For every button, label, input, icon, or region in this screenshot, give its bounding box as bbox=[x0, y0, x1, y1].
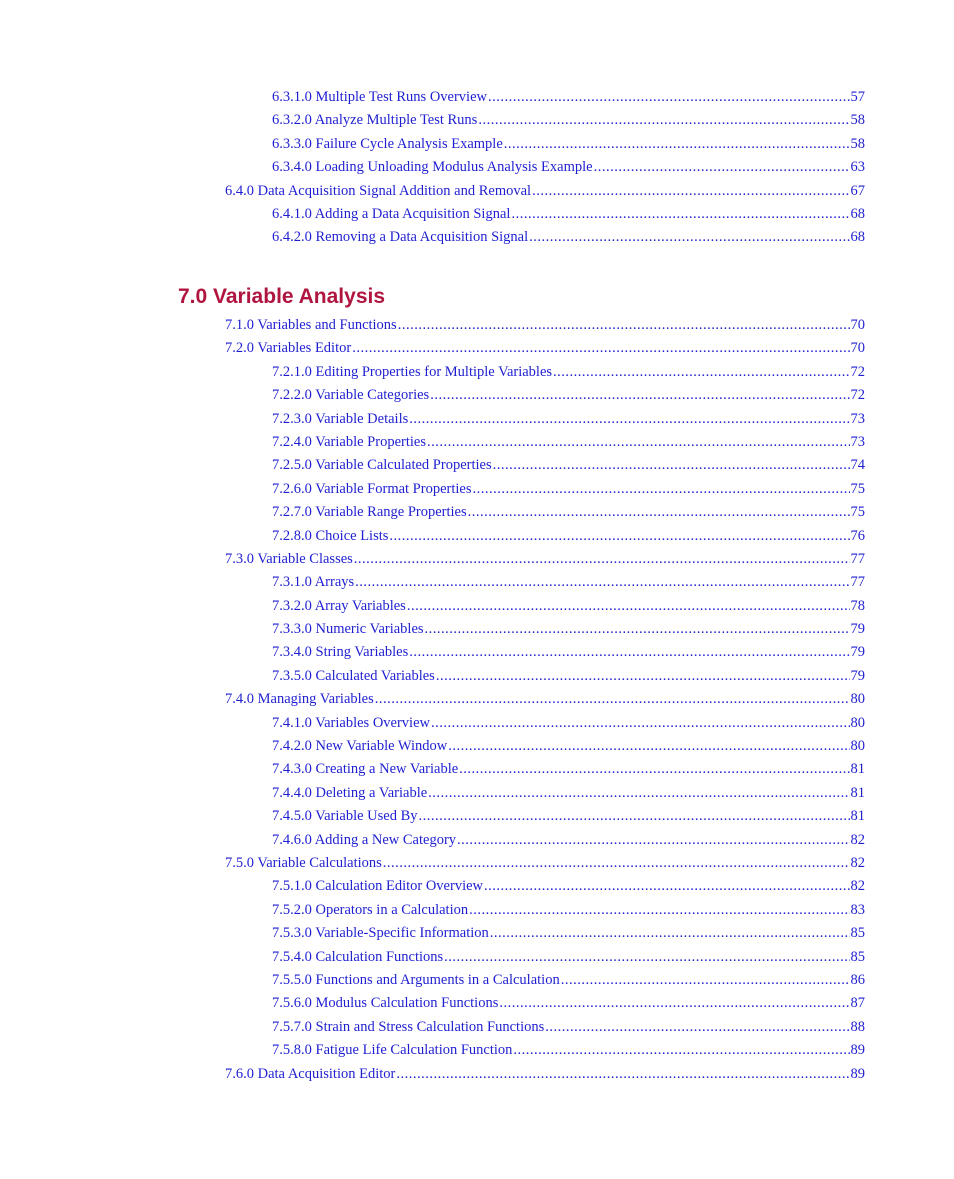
toc-entry-title: 7.3.1.0 Arrays bbox=[272, 574, 355, 591]
toc-entry-link[interactable] bbox=[0, 571, 954, 594]
toc-dot-leader bbox=[419, 805, 850, 828]
toc-dot-leader bbox=[488, 86, 850, 109]
toc-dot-leader bbox=[409, 408, 849, 431]
section-heading: 7.0 Variable Analysis bbox=[178, 285, 386, 308]
toc-entry-page: 70 bbox=[850, 317, 865, 333]
toc-dot-leader bbox=[389, 525, 849, 548]
toc-dot-leader bbox=[431, 712, 850, 735]
toc-entry-link[interactable] bbox=[0, 712, 954, 735]
toc-entry-page: 80 bbox=[850, 738, 865, 755]
toc-entry-page: 63 bbox=[850, 159, 865, 176]
toc-entry-page: 79 bbox=[850, 621, 865, 638]
toc-entry-page: 79 bbox=[850, 667, 865, 684]
toc-entry-title: 6.4.0 Data Acquisition Signal Addition and Removal bbox=[225, 182, 532, 199]
toc-entry-link[interactable] bbox=[0, 782, 954, 805]
toc-dot-leader bbox=[532, 180, 849, 203]
toc-dot-leader bbox=[484, 875, 849, 898]
toc-entry-title: 7.5.3.0 Variable-Specific Information bbox=[272, 925, 489, 942]
toc-entry-title: 7.5.4.0 Calculation Functions bbox=[272, 948, 444, 965]
toc-entry-page: 80 bbox=[850, 714, 865, 731]
toc-dot-leader bbox=[545, 1016, 849, 1039]
toc-entry-title: 7.4.3.0 Creating a New Variable bbox=[272, 761, 459, 778]
toc-entry-page: 72 bbox=[850, 363, 865, 380]
toc-entry-link[interactable] bbox=[0, 1016, 954, 1039]
toc-dot-leader bbox=[459, 758, 849, 781]
toc-entry-title: 7.3.3.0 Numeric Variables bbox=[272, 621, 424, 638]
toc-entry-title: 7.2.7.0 Variable Range Properties bbox=[272, 504, 467, 521]
toc-entry-link[interactable] bbox=[0, 525, 954, 548]
toc-entry-title: 6.3.2.0 Analyze Multiple Test Runs bbox=[272, 112, 478, 129]
toc-entry-title: 7.2.3.0 Variable Details bbox=[272, 410, 409, 427]
toc-entry-page: 82 bbox=[850, 878, 865, 895]
toc-entry-title: 7.3.0 Variable Classes bbox=[225, 550, 353, 567]
toc-entry-title: 7.5.6.0 Modulus Calculation Functions bbox=[272, 995, 499, 1012]
toc-entry-title: 7.3.2.0 Array Variables bbox=[272, 597, 406, 614]
toc-entry-link[interactable] bbox=[0, 758, 954, 781]
toc-dot-leader bbox=[499, 992, 849, 1015]
toc-entry-page: 68 bbox=[850, 205, 865, 222]
toc-entry-page: 58 bbox=[850, 135, 865, 152]
toc-dot-leader bbox=[594, 156, 850, 179]
toc-entry-page: 73 bbox=[850, 410, 865, 427]
toc-entry-title: 6.4.1.0 Adding a Data Acquisition Signal bbox=[272, 205, 511, 222]
toc-entry-link[interactable] bbox=[0, 454, 954, 477]
toc-dot-leader bbox=[436, 665, 850, 688]
toc-entry-link[interactable] bbox=[0, 641, 954, 664]
toc-entry-link[interactable] bbox=[0, 226, 954, 249]
toc-entry-link[interactable] bbox=[0, 946, 954, 969]
toc-entry-page: 81 bbox=[850, 784, 865, 801]
toc-dot-leader bbox=[493, 454, 850, 477]
toc-entry-page: 89 bbox=[850, 1042, 865, 1059]
toc-entry-page: 83 bbox=[850, 901, 865, 918]
toc-entry-link[interactable] bbox=[0, 688, 954, 711]
toc-dot-leader bbox=[478, 109, 849, 132]
toc-dot-leader bbox=[355, 571, 849, 594]
toc-entry-title: 7.1.0 Variables and Functions bbox=[225, 317, 397, 333]
toc-entry-link[interactable] bbox=[0, 337, 954, 360]
toc-dot-leader bbox=[430, 384, 849, 407]
toc-entry-page: 88 bbox=[850, 1018, 865, 1035]
toc-entry-title: 7.3.5.0 Calculated Variables bbox=[272, 667, 435, 684]
toc-dot-leader bbox=[425, 618, 850, 641]
toc-dot-leader bbox=[448, 735, 849, 758]
toc-entry-link[interactable] bbox=[0, 156, 954, 179]
toc-dot-leader bbox=[504, 133, 850, 156]
toc-entry-link[interactable] bbox=[0, 922, 954, 945]
toc-entry-page: 79 bbox=[850, 644, 865, 661]
toc-entry-link[interactable] bbox=[0, 314, 954, 337]
toc-dot-leader bbox=[553, 361, 849, 384]
toc-entry-title: 7.5.1.0 Calculation Editor Overview bbox=[272, 878, 484, 895]
toc-entry-link[interactable] bbox=[0, 665, 954, 688]
toc-entry-title: 6.3.3.0 Failure Cycle Analysis Example bbox=[272, 135, 503, 152]
toc-entry-title: 6.4.2.0 Removing a Data Acquisition Signal bbox=[272, 229, 529, 246]
toc-entry-link[interactable] bbox=[0, 875, 954, 898]
toc-entry-link[interactable] bbox=[0, 899, 954, 922]
toc-entry-link[interactable] bbox=[0, 384, 954, 407]
toc-entry-page: 75 bbox=[850, 480, 865, 497]
toc-entry-link[interactable] bbox=[0, 1063, 954, 1086]
toc-dot-leader bbox=[398, 314, 850, 337]
toc-entry-page: 74 bbox=[850, 457, 865, 474]
toc-entry-link[interactable] bbox=[0, 805, 954, 828]
toc-dot-leader bbox=[427, 431, 850, 454]
toc-entry-page: 85 bbox=[850, 948, 865, 965]
toc-entry-link[interactable] bbox=[0, 595, 954, 618]
toc-entry-page: 78 bbox=[850, 597, 865, 614]
toc-entry-title: 7.4.5.0 Variable Used By bbox=[272, 808, 418, 825]
toc-entry-link[interactable] bbox=[0, 180, 954, 203]
toc-dot-leader bbox=[529, 226, 849, 249]
toc-entry-page: 70 bbox=[850, 340, 865, 357]
toc-entry-title: 7.2.8.0 Choice Lists bbox=[272, 527, 389, 544]
toc-dot-leader bbox=[513, 1039, 849, 1062]
toc-entry-title: 7.5.5.0 Functions and Arguments in a Calculation bbox=[272, 971, 560, 988]
toc-dot-leader bbox=[511, 203, 849, 226]
toc-dot-leader bbox=[469, 899, 849, 922]
toc-entry-page: 86 bbox=[850, 971, 865, 988]
toc-entry-title: 6.3.1.0 Multiple Test Runs Overview bbox=[272, 89, 487, 105]
toc-entry-link[interactable] bbox=[0, 109, 954, 132]
toc-entry-page: 89 bbox=[850, 1065, 865, 1082]
toc-entry-page: 81 bbox=[850, 808, 865, 825]
toc-dot-leader bbox=[375, 688, 850, 711]
toc-dot-leader bbox=[407, 595, 850, 618]
toc-dot-leader bbox=[472, 478, 849, 501]
toc-entry-page: 82 bbox=[850, 831, 865, 848]
toc-dot-leader bbox=[409, 641, 849, 664]
toc-entry-page: 80 bbox=[850, 691, 865, 708]
toc-entry-page: 76 bbox=[850, 527, 865, 544]
toc-entry-page: 58 bbox=[850, 112, 865, 129]
toc-entry-link[interactable] bbox=[0, 478, 954, 501]
toc-entry-title: 7.4.0 Managing Variables bbox=[225, 691, 374, 708]
toc-entry-page: 85 bbox=[850, 925, 865, 942]
toc-entry-page: 77 bbox=[850, 574, 865, 591]
toc-dot-leader bbox=[396, 1063, 849, 1086]
toc-entry-link[interactable] bbox=[0, 408, 954, 431]
toc-entry-title: 7.4.4.0 Deleting a Variable bbox=[272, 784, 428, 801]
toc-entry-title: 7.5.0 Variable Calculations bbox=[225, 854, 382, 871]
toc-entry-link[interactable] bbox=[0, 203, 954, 226]
toc-dot-leader bbox=[383, 852, 850, 875]
toc-entry-page: 75 bbox=[850, 504, 865, 521]
toc-entry-title: 7.4.6.0 Adding a New Category bbox=[272, 831, 457, 848]
toc-entry-link[interactable] bbox=[0, 618, 954, 641]
toc-top-list bbox=[0, 86, 954, 250]
toc-entry-link[interactable] bbox=[0, 992, 954, 1015]
toc-entry-page: 81 bbox=[850, 761, 865, 778]
toc-dot-leader bbox=[561, 969, 850, 992]
toc-dot-leader bbox=[444, 946, 849, 969]
toc-entry-title: 7.5.7.0 Strain and Stress Calculation Functions bbox=[272, 1018, 545, 1035]
toc-entry-link[interactable] bbox=[0, 548, 954, 571]
toc-entry-page: 87 bbox=[850, 995, 865, 1012]
toc-entry-link[interactable] bbox=[0, 829, 954, 852]
toc-entry-title: 7.2.0 Variables Editor bbox=[225, 340, 352, 357]
toc-entry-title: 7.2.5.0 Variable Calculated Properties bbox=[272, 457, 492, 474]
toc-entry-title: 7.4.2.0 New Variable Window bbox=[272, 738, 448, 755]
toc-entry-page: 77 bbox=[850, 550, 865, 567]
toc-entry-link[interactable] bbox=[0, 431, 954, 454]
toc-entry-title: 6.3.4.0 Loading Unloading Modulus Analysis Example bbox=[272, 159, 593, 176]
toc-entry-link[interactable] bbox=[0, 361, 954, 384]
toc-entry-title: 7.3.4.0 String Variables bbox=[272, 644, 409, 661]
toc-entry-title: 7.5.2.0 Operators in a Calculation bbox=[272, 901, 469, 918]
toc-entry-link[interactable] bbox=[0, 852, 954, 875]
toc-dot-leader bbox=[428, 782, 849, 805]
toc-entry-title: 7.2.1.0 Editing Properties for Multiple Variables bbox=[272, 363, 553, 380]
toc-entry-link[interactable] bbox=[0, 501, 954, 524]
toc-main-list bbox=[0, 314, 954, 1086]
toc-entry-page: 72 bbox=[850, 387, 865, 404]
toc-dot-leader bbox=[468, 501, 850, 524]
toc-entry-title: 7.2.6.0 Variable Format Properties bbox=[272, 480, 472, 497]
toc-entry-title: 7.2.2.0 Variable Categories bbox=[272, 387, 430, 404]
toc-entry-page: 82 bbox=[850, 854, 865, 871]
toc-entry-link[interactable] bbox=[0, 133, 954, 156]
toc-dot-leader bbox=[457, 829, 849, 852]
toc-dot-leader bbox=[352, 337, 849, 360]
toc-entry-title: 7.5.8.0 Fatigue Life Calculation Function bbox=[272, 1042, 513, 1059]
toc-entry-link[interactable] bbox=[0, 86, 954, 109]
toc-entry-title: 7.2.4.0 Variable Properties bbox=[272, 433, 426, 450]
toc-entry-link[interactable] bbox=[0, 969, 954, 992]
toc-dot-leader bbox=[354, 548, 850, 571]
toc-entry-link[interactable] bbox=[0, 735, 954, 758]
toc-entry-page: 57 bbox=[850, 89, 865, 105]
toc-entry-page: 67 bbox=[850, 182, 865, 199]
toc-entry-link[interactable] bbox=[0, 1039, 954, 1062]
toc-entry-page: 68 bbox=[850, 229, 865, 246]
toc-dot-leader bbox=[490, 922, 850, 945]
toc-entry-title: 7.4.1.0 Variables Overview bbox=[272, 714, 430, 731]
toc-entry-title: 7.6.0 Data Acquisition Editor bbox=[225, 1065, 396, 1082]
toc-entry-page: 73 bbox=[850, 433, 865, 450]
